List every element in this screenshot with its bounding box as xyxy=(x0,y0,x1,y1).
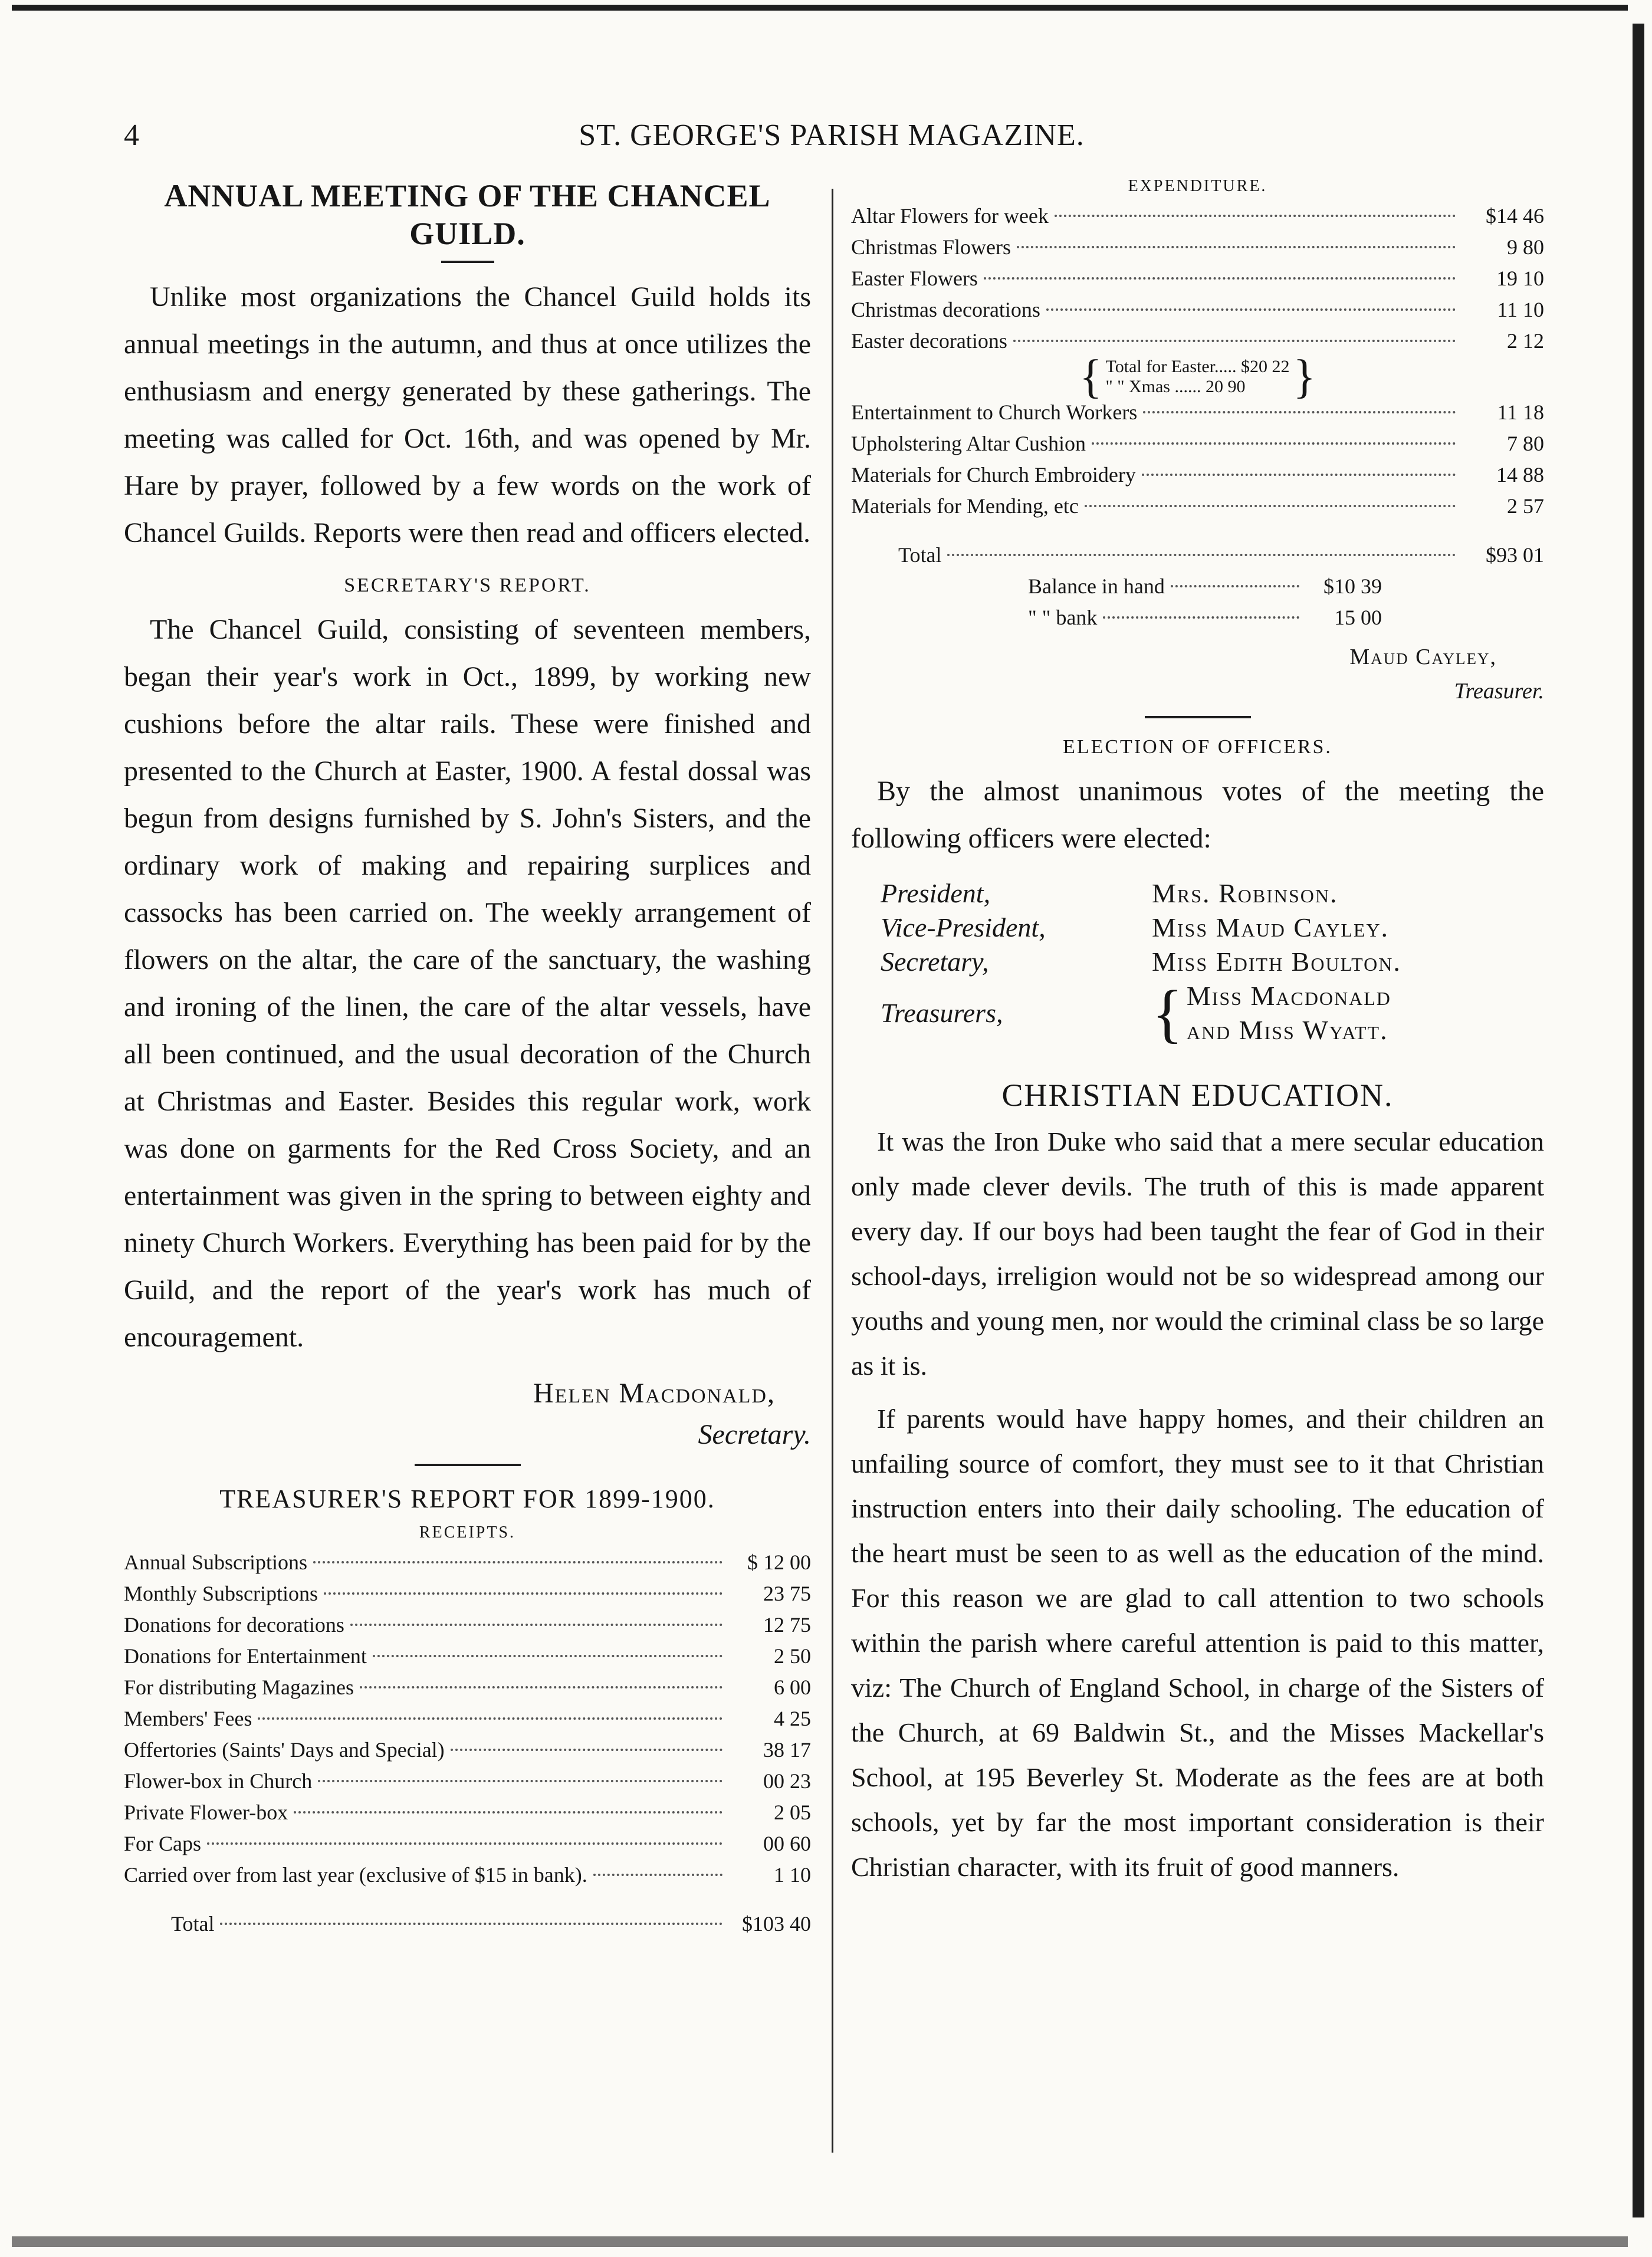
ledger-amount: 2 05 xyxy=(774,1801,811,1824)
ledger-label: Flower-box in Church xyxy=(124,1769,313,1793)
secretary-report-paragraph: The Chancel Guild, consisting of seventeen members, began their year's work in Oct., 1899, by working new cushions before the altar rails. These were finished and presented to the Church at Easter, 1900. A festal dossal was begun from designs furnished by S. John's Sisters, and the ordinary work of making and repairing surplices and cassocks has been carried on. The weekly arrangement of flowers on the altar, the care of the sanctuary, the washing and ironing of the linen, the care of the altar vessels, have all been continued, and the usual decoration of the Church at Christmas and Easter. Besides this regular work, work was done on garments for the Red Cross Society, and an entertainment was given in the spring to between eighty and ninety Church Workers. Everything has been paid for by the Guild, and the report of the year's work has much of encouragement. xyxy=(124,614,811,1353)
page-header xyxy=(124,118,1539,165)
leader-dots xyxy=(1171,585,1299,587)
receipts-ledger xyxy=(124,1547,811,1940)
ledger-row xyxy=(851,397,1544,428)
ledger-row xyxy=(124,1828,811,1860)
ledger-label: Materials for Church Embroidery xyxy=(851,463,1136,487)
leader-dots xyxy=(350,1624,722,1626)
ledger-amount: 2 50 xyxy=(774,1644,811,1668)
leader-dots xyxy=(324,1592,722,1595)
officer-role: Secretary, xyxy=(881,947,989,977)
ledger-label: Private Flower-box xyxy=(124,1801,288,1824)
ledger-label: Christmas decorations xyxy=(851,298,1040,321)
christian-education-paragraph-2: If parents would have happy homes, and their children an unfailing source of comfort, they must see to it that Christian instruction enters into their daily schooling. The education of the heart must be seen to as well as the education of the mind. For this reason we are glad to call attention to two schools within the parish where careful attention is paid to this matter, viz: The Church of England School, in charge of the Sisters of the Church, at 69 Baldwin St., and the Misses Mackellar's School, at 195 Beverley St. Moderate as the fees are at both schools, yet by far the most important consideration is their Christian character, with its fruit of good manners. xyxy=(851,1404,1544,1882)
treasurer-report-heading: TREASURER'S REPORT FOR 1899-1900. xyxy=(219,1484,715,1513)
ledger-amount: $14 46 xyxy=(1486,204,1544,228)
ledger-row xyxy=(851,326,1544,357)
balance-hand-label: Balance in hand xyxy=(1028,574,1165,598)
ledger-amount: 4 25 xyxy=(774,1707,811,1730)
ledger-label: Christmas Flowers xyxy=(851,235,1011,259)
leader-dots xyxy=(947,554,1456,556)
ledger-row xyxy=(851,232,1544,263)
ledger-amount: 19 10 xyxy=(1496,267,1544,290)
page-number: 4 xyxy=(124,119,139,152)
ledger-amount: 11 10 xyxy=(1497,298,1544,321)
ledger-amount: 9 80 xyxy=(1507,235,1544,259)
ledger-row xyxy=(851,294,1544,326)
ledger-row xyxy=(124,1672,811,1703)
ledger-amount: 38 17 xyxy=(763,1738,811,1762)
leader-dots xyxy=(1143,411,1456,413)
secretary-signature-name: Helen Macdonald, xyxy=(533,1378,776,1409)
expenditure-ledger xyxy=(851,201,1544,571)
ledger-row xyxy=(124,1797,811,1828)
expenditure-total-row xyxy=(851,540,1544,571)
ledger-label: Easter decorations xyxy=(851,329,1007,353)
ledger-label: Donations for decorations xyxy=(124,1613,344,1637)
balance-hand-row xyxy=(1028,571,1382,602)
column-divider xyxy=(832,189,833,2153)
leader-dots xyxy=(1046,308,1456,311)
section-rule xyxy=(415,1464,521,1466)
balance-bank-label: " " bank xyxy=(1028,606,1098,629)
officer-name: and Miss Wyatt. xyxy=(1186,1015,1388,1045)
ledger-amount: 00 23 xyxy=(763,1769,811,1793)
scan-edge-top xyxy=(12,5,1628,11)
officer-role: Vice-President, xyxy=(881,912,1046,942)
ledger-label: Easter Flowers xyxy=(851,267,978,290)
officer-name: Mrs. Robinson. xyxy=(1152,878,1338,908)
ledger-label: Upholstering Altar Cushion xyxy=(851,432,1086,455)
left-brace: { xyxy=(1152,977,1183,1049)
officer-name: Miss Edith Boulton. xyxy=(1152,947,1401,977)
left-column xyxy=(124,177,811,1940)
ledger-label: Offertories (Saints' Days and Special) xyxy=(124,1738,445,1762)
ledger-row xyxy=(124,1703,811,1734)
election-intro: By the almost unanimous votes of the meeting the following officers were elected: xyxy=(851,776,1544,854)
scan-edge-right xyxy=(1633,24,1644,2217)
ledger-row xyxy=(851,428,1544,459)
left-brace: { xyxy=(1079,351,1102,403)
ledger-row xyxy=(851,263,1544,294)
title-rule xyxy=(441,261,494,263)
treasurer-signature-name: Maud Cayley, xyxy=(1349,645,1497,669)
easter-subtotal: Total for Easter..... $20 22 xyxy=(1105,357,1290,376)
ledger-row xyxy=(124,1641,811,1672)
treasurer-signature-role: Treasurer. xyxy=(1454,679,1544,704)
leader-dots xyxy=(1055,215,1456,217)
scan-edge-bottom xyxy=(12,2236,1628,2247)
ledger-row xyxy=(124,1860,811,1891)
ledger-amount: 12 75 xyxy=(763,1613,811,1637)
officer-role-treasurers: Treasurers, xyxy=(881,998,1003,1028)
leader-dots xyxy=(294,1811,722,1814)
easter-xmas-subtotals xyxy=(851,351,1544,403)
ledger-label: Materials for Mending, etc xyxy=(851,494,1079,518)
receipts-total-row xyxy=(124,1908,811,1940)
ledger-amount: 6 00 xyxy=(774,1675,811,1699)
leader-dots xyxy=(1103,616,1299,619)
ledger-total-amount: $93 01 xyxy=(1486,543,1544,567)
officer-role: President, xyxy=(881,878,991,908)
leader-dots xyxy=(593,1874,722,1876)
ledger-label: Carried over from last year (exclusive of $15 in bank). xyxy=(124,1863,587,1887)
ledger-amount: 00 60 xyxy=(763,1832,811,1855)
ledger-total-label: Total xyxy=(171,1912,215,1936)
secretary-report-heading: SECRETARY'S REPORT. xyxy=(344,574,591,596)
ledger-label: Members' Fees xyxy=(124,1707,252,1730)
leader-dots xyxy=(360,1686,722,1688)
leader-dots xyxy=(984,277,1456,280)
ledger-row xyxy=(124,1547,811,1578)
balance-hand-amount: $10 39 xyxy=(1323,574,1382,598)
ledger-label: Monthly Subscriptions xyxy=(124,1582,318,1605)
ledger-row xyxy=(124,1766,811,1797)
leader-dots xyxy=(1085,505,1456,507)
receipts-heading: RECEIPTS. xyxy=(419,1523,516,1542)
ledger-amount: 2 57 xyxy=(1507,494,1544,518)
leader-dots xyxy=(1092,442,1456,445)
ledger-amount: 23 75 xyxy=(763,1582,811,1605)
right-brace: } xyxy=(1293,351,1316,403)
officer-name: Miss Maud Cayley. xyxy=(1152,912,1390,942)
leader-dots xyxy=(220,1923,722,1925)
running-title: ST. GEORGE'S PARISH MAGAZINE. xyxy=(579,119,1085,152)
ledger-row xyxy=(851,201,1544,232)
leader-dots xyxy=(451,1749,722,1751)
leader-dots xyxy=(258,1717,722,1720)
ledger-amount: 14 88 xyxy=(1496,463,1544,487)
ledger-row xyxy=(124,1734,811,1766)
secretary-signature-role: Secretary. xyxy=(698,1419,811,1450)
ledger-row xyxy=(851,491,1544,522)
ledger-amount: 2 12 xyxy=(1507,329,1544,353)
intro-paragraph: Unlike most organizations the Chancel Guild holds its annual meetings in the autumn, and thus at once utilizes the enthusiasm and energy generated by these gatherings. The meeting was called for Oct. 16th, and was opened by Mr. Hare by prayer, followed by a few words on the work of Chancel Guilds. Reports were then read and officers elected. xyxy=(124,281,811,548)
election-heading: ELECTION OF OFFICERS. xyxy=(1063,736,1332,758)
balance-bank-amount: 15 00 xyxy=(1334,606,1382,629)
ledger-label: Altar Flowers for week xyxy=(851,204,1049,228)
ledger-total-amount: $103 40 xyxy=(742,1912,811,1936)
ledger-row xyxy=(851,459,1544,491)
leader-dots xyxy=(373,1655,722,1657)
officer-name: Miss Macdonald xyxy=(1186,981,1391,1011)
section-rule xyxy=(1145,716,1251,718)
ledger-row xyxy=(124,1609,811,1641)
ledger-total-label: Total xyxy=(898,543,942,567)
ledger-label: For distributing Magazines xyxy=(124,1675,354,1699)
balance-block xyxy=(1028,571,1382,633)
xmas-subtotal: " " Xmas ...... 20 90 xyxy=(1105,377,1246,396)
leader-dots xyxy=(313,1561,722,1563)
ledger-row xyxy=(124,1578,811,1609)
leader-dots xyxy=(207,1842,722,1845)
ledger-amount: $ 12 00 xyxy=(747,1550,811,1574)
leader-dots xyxy=(1142,474,1456,476)
ledger-amount: 11 18 xyxy=(1497,400,1544,424)
treasurers-names xyxy=(1152,979,1544,1047)
ledger-amount: 7 80 xyxy=(1507,432,1544,455)
article-title-christian-education: CHRISTIAN EDUCATION. xyxy=(1001,1077,1394,1113)
officers-list xyxy=(851,876,1544,1047)
expenditure-heading: EXPENDITURE. xyxy=(1128,177,1267,195)
right-column xyxy=(851,177,1544,1890)
leader-dots xyxy=(1017,246,1456,248)
leader-dots xyxy=(1013,340,1456,342)
ledger-amount: 1 10 xyxy=(774,1863,811,1887)
ledger-label: For Caps xyxy=(124,1832,202,1855)
ledger-label: Annual Subscriptions xyxy=(124,1550,307,1574)
christian-education-paragraph-1: It was the Iron Duke who said that a mere secular education only made clever devils. The truth of this is made apparent every day. If our boys had been taught the fear of God in their school-days, irreligion would not be so widespread among our youths and young men, nor would the criminal class be so large as it is. xyxy=(851,1126,1544,1381)
balance-bank-row xyxy=(1028,602,1382,633)
ledger-label: Entertainment to Church Workers xyxy=(851,400,1138,424)
leader-dots xyxy=(318,1780,722,1782)
article-title-chancel-guild: ANNUAL MEETING OF THE CHANCEL GUILD. xyxy=(164,178,771,251)
ledger-label: Donations for Entertainment xyxy=(124,1644,367,1668)
